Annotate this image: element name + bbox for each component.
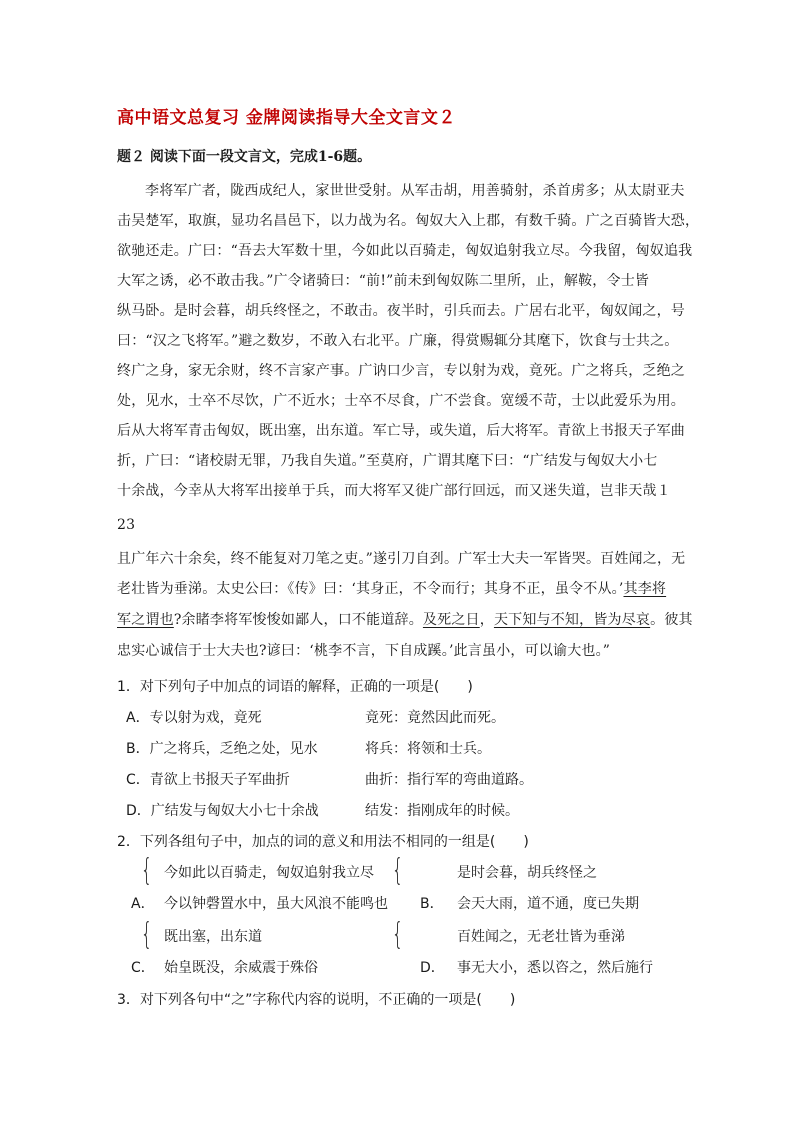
question-2-d-bottom: 事无大小，悉以咨之，然后施行: [457, 960, 653, 976]
question-2-d-label: D．: [420, 960, 445, 976]
question-2-b-bottom: 会天大雨，道不通，度已失期: [457, 896, 639, 912]
underlined-phrase: 军之谓也: [117, 612, 174, 628]
question-2-c-top: 既出塞，出东道: [164, 929, 262, 945]
left-brace-icon: {: [140, 853, 153, 888]
underlined-phrase: 及死之日: [422, 612, 480, 628]
left-brace-icon: {: [140, 917, 153, 952]
passage-line: [117, 609, 693, 629]
passage-line: 纵马卧。是时会暮，胡兵终怪之，不敢击。夜半时，引兵而去。广居右北平，匈奴闻之，号: [117, 303, 685, 319]
question-1-gloss-a: 竟死：竟然因此而死。: [365, 710, 505, 726]
question-1-option-a: A．专以射为戏，竟死: [126, 710, 262, 726]
question-2-a-top: 今如此以百骑走，匈奴追射我立尽: [164, 865, 374, 881]
question-heading: 题２ 阅读下面一段文言文，完成1-6题。: [117, 149, 372, 165]
left-brace-icon: {: [391, 917, 404, 952]
question-1-option-c: C．青欲上书报天子军曲折: [126, 772, 290, 788]
passage-line: 折，广曰：“诸校尉无罪，乃我自失道。”至莫府，广谓其麾下曰：“广结发与匈奴大小七: [117, 453, 658, 469]
passage-line: 23: [117, 517, 136, 533]
passage-line: 且广年六十余矣，终不能复对刀笔之吏。”遂引刀自刭。广军士大夫一军皆哭。百姓闻之，无: [117, 551, 686, 567]
question-1-gloss-d: 结发：指刚成年的时候。: [365, 803, 519, 819]
passage-text: 老壮皆为垂涕。太史公曰：《传》曰：‘其身正，不令而行；其身不正，虽令不从。’: [117, 581, 624, 597]
passage-line: [117, 578, 666, 598]
left-brace-icon: {: [391, 853, 404, 888]
question-2-c-label: C．: [131, 960, 155, 976]
passage-line: 处，见水，士卒不尽饮，广不近水；士卒不尽食，广不尝食。宽缓不苛，士以此爱乐为用。: [117, 393, 685, 409]
passage-text: 。彼其: [650, 612, 693, 628]
question-2-a-bottom: 今以钟磬置水中，虽大风浪不能鸣也: [164, 896, 388, 912]
question-2-a-label: A．: [131, 896, 155, 912]
question-3-stem: 3．对下列各句中“之”字称代内容的说明，不正确的一项是( ): [117, 992, 516, 1008]
question-2-d-top: 百姓闻之，无老壮皆为垂涕: [457, 929, 625, 945]
question-1-option-d: D．广结发与匈奴大小七十余战: [126, 803, 319, 819]
question-1-stem: 1．对下列句子中加点的词语的解释，正确的一项是( ): [117, 679, 473, 695]
passage-text: ?余睹李将军悛悛如鄙人，口不能道辞。: [173, 612, 423, 628]
passage-line: 忠实心诚信于士大夫也?谚曰：‘桃李不言，下自成蹊。’此言虽小，可以谕大也。”: [117, 643, 611, 659]
question-2-b-top: 是时会暮，胡兵终怪之: [457, 865, 597, 881]
question-1-gloss-c: 曲折：指行军的弯曲道路。: [365, 772, 533, 788]
passage-line: 欲驰还走。广曰：“吾去大军数十里，今如此以百骑走，匈奴追射我立尽。今我留，匈奴追我: [117, 243, 693, 259]
question-2-stem: 2．下列各组句子中，加点的词的意义和用法不相同的一组是( ): [117, 834, 529, 850]
passage-line: 李将军广者，陇西成纪人，家世世受射。从军击胡，用善骑射，杀首虏多；从太尉亚夫: [145, 183, 685, 199]
passage-line: 击吴楚军，取旗，显功名昌邑下，以力战为名。匈奴大入上郡，有数千骑。广之百骑皆大恐，: [117, 213, 700, 229]
document-title: 高中语文总复习 金牌阅读指导大全文言文２: [117, 108, 456, 128]
underlined-phrase: 天下知与不知，皆为尽哀: [493, 612, 651, 628]
question-2-c-bottom: 始皇既没，余威震于殊俗: [164, 960, 318, 976]
question-2-b-label: B．: [420, 896, 444, 912]
underlined-phrase: 其李将: [623, 581, 667, 597]
passage-line: 十余战，今幸从大将军出接单于兵，而大将军又徙广部行回远，而又迷失道，岂非天哉１: [117, 483, 671, 499]
question-1-option-b: B．广之将兵，乏绝之处，见水: [126, 741, 318, 757]
passage-line: 曰：“汉之飞将军。”避之数岁，不敢入右北平。广廉，得赏赐辄分其麾下，饮食与士共之。: [117, 333, 679, 349]
passage-line: 后从大将军青击匈奴，既出塞，出东道。军亡导，或失道，后大将军。青欲上书报天子军曲: [117, 423, 685, 439]
passage-text: ，: [479, 612, 494, 628]
passage-line: 终广之身，家无余财，终不言家产事。广讷口少言，专以射为戏，竟死。广之将兵，乏绝之: [117, 363, 685, 379]
passage-line: 大军之诱，必不敢击我。”广令诸骑曰：“前!”前未到匈奴陈二里所，止，解鞍，令士皆: [117, 273, 650, 289]
question-1-gloss-b: 将兵：将领和士兵。: [365, 741, 491, 757]
